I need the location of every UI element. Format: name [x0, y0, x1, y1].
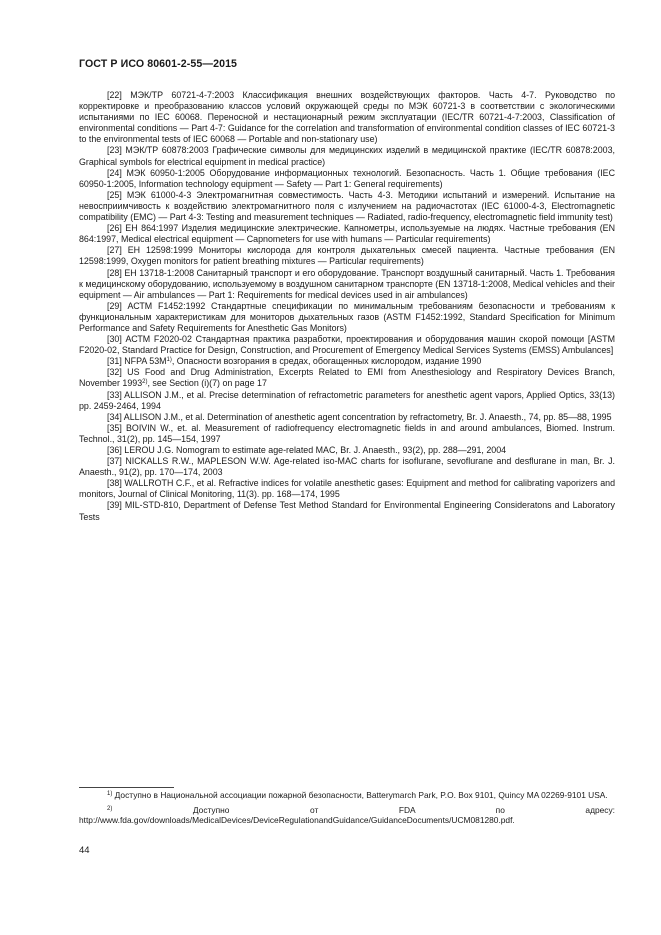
bibliography-entry: [33] ALLISON J.M., et al. Precise determination of refractometric parameters for anesthetic agent vapors, Applied Optics, 33(13) pp. 2459-2464, 1994	[79, 389, 615, 411]
bibliography-entry: [39] MIL-STD-810, Department of Defense Test Method Standard for Environmental Engineering Consideratons and Laboratory Tests	[79, 500, 615, 522]
bibliography-entry: [28] ЕН 13718-1:2008 Санитарный транспорт и его оборудование. Транспорт воздушный санитарный. Часть 1. Требования к медицинскому оборудованию, используемому в воздушном санитарном транспорте (EN 13718-1:2008, Medical vehicles and their equipment — Air ambulances — Part 1: Requirements for medical devices used in air ambulances)	[79, 267, 615, 300]
document-header: ГОСТ Р ИСО 80601-2-55—2015	[79, 58, 238, 70]
bibliography-entry: [23] МЭК/ТР 60878:2003 Графические символы для медицинских изделий в медицинской практике (IEC/TR 60878:2003, Graphical symbols for electrical equipment in medical practice)	[79, 145, 615, 167]
footnote-marker: 1)	[107, 791, 113, 797]
bibliography-entry: [37] NICKALLS R.W., MAPLESON W.W. Age-related iso-MAC charts for isoflurane, sevoflurane and desflurane in man, Br. J. Anaesth., 91(2), pp. 170—174, 2003	[79, 456, 615, 478]
bibliography-entry: [27] ЕН 12598:1999 Мониторы кислорода для контроля дыхательных смесей пациента. Частные требования (EN 12598:1999, Oxygen monitors for patient breathing mixtures — Particular requirements)	[79, 245, 615, 267]
bibliography-entry: [36] LEROU J.G. Nomogram to estimate age-related MAC, Br. J. Anaesth., 93(2), pp. 288—291, 2004	[107, 445, 507, 455]
footnotes	[79, 790, 615, 830]
bibliography-entry: [35] BOIVIN W., et. al. Measurement of radiofrequency electromagnetic fields in and around ambulances, Biomed. Instrum. Technol., 31(2), pp. 145—154, 1997	[79, 422, 615, 444]
ref-text: [32] US Food and Drug Administration, Excerpts Related to EMI from Anesthesiology and Respiratory Devices Branch, November 1993	[79, 367, 615, 389]
ref-text: [31] NFPA 53M	[107, 356, 167, 367]
footnote-marker: 2)	[142, 379, 148, 386]
ref-text: , see Section (i)(7) on page 17	[147, 378, 267, 389]
footnote-marker: 2)	[107, 805, 113, 812]
bibliography-entry: [25] МЭК 61000-4-3 Электромагнитная совместимость. Часть 4-3. Методики испытаний и измерений. Испытание на невосприимчивость к воздействию электромагнитного поля с излучением на радиочастотах (IEC 61000-4-3, Electromagnetic compatibility (EMC) — Part 4-3: Testing and measurement techniques — Radiated, radio-frequency, electromagnetic field immunity test)	[79, 189, 615, 223]
bibliography-entry: [34] ALLISON J.M., et al. Determination of anesthetic agent concentration by refractometry, Br. J. Anaesth., 74, pp. 85—88, 1995	[107, 411, 612, 422]
bibliography-entry: [38] WALLROTH C.F., et al. Refractive indices for volatile anesthetic gases: Equipment and method for calibrating vaporizers and monitors, Journal of Clinical Monitoring, 11(3). pp. 168—174, 1995	[79, 478, 615, 500]
footnote	[79, 805, 615, 826]
bibliography-entry	[79, 356, 615, 367]
page-number: 44	[79, 845, 90, 856]
footnote-text: Доступно в Национальной ассоциации пожарной безопасности, Batterymarch Park, P.O. Box 9101, Quincy MA 02269-9101 USA.	[112, 790, 608, 800]
bibliography-list	[79, 90, 615, 523]
bibliography-entry: [30] АСТМ F2020-02 Стандартная практика разработки, проектирования и оборудования машин скорой помощи [ASTM F2020-02, Standard Practice for Design, Construction, and Procurement of Emergency Medical Services Systems (EMSS) Ambulances]	[79, 334, 615, 356]
footnote-text: Доступно от FDA по адресу: http://www.fda.gov/downloads/MedicalDevices/DeviceRegulationandGuidance/GuidanceDocuments/UCM081280.pdf.	[79, 804, 615, 826]
bibliography-entry	[79, 367, 615, 389]
footnote	[79, 790, 615, 801]
bibliography-entry: [29] АСТМ F1452:1992 Стандартные спецификации по минимальным требованиям безопасности и требованиям к функциональным характеристикам для мониторов дыхательных газов (ASTM F1452:1992, Standard Specification for Minimum Performance and Safety Requirements for Anesthetic Gas Monitors)	[79, 300, 615, 333]
footnote-divider	[79, 787, 174, 788]
bibliography-entry: [24] МЭК 60950-1:2005 Оборудование информационных технологий. Безопасность. Часть 1. Общие требования (IEC 60950-1:2005, Information technology equipment — Safety — Part 1: General requirements)	[79, 167, 615, 189]
ref-text: , Опасности возгорания в средах, обогащенных кислородом, издание 1990	[171, 356, 482, 367]
footnote-marker: 1)	[166, 357, 172, 364]
bibliography-entry: [22] МЭК/ТР 60721-4-7:2003 Классификация внешних воздействующих факторов. Часть 4-7. Руководство по корректировке и преобразованию классов условий окружающей среды по МЭК 60721-3 в соответствии с экологическими испытаниями по IEC 60068. Переносной и нестационарный режим эксплуатации (IEC/TR 60721-4-7:2003, Classification of environmental conditions — Part 4-7: Guidance for the correlation and transformation of environmental condition classes of IEC 60721-3 to the environmental tests of IEC 60068 — Portable and non-stationary use)	[79, 90, 615, 145]
bibliography-entry: [26] ЕН 864:1997 Изделия медицинские электрические. Капнометры, используемые на людях. Частные требования (EN 864:1997, Medical electrical equipment — Capnometers for use with humans — Particular requirements)	[79, 223, 615, 245]
